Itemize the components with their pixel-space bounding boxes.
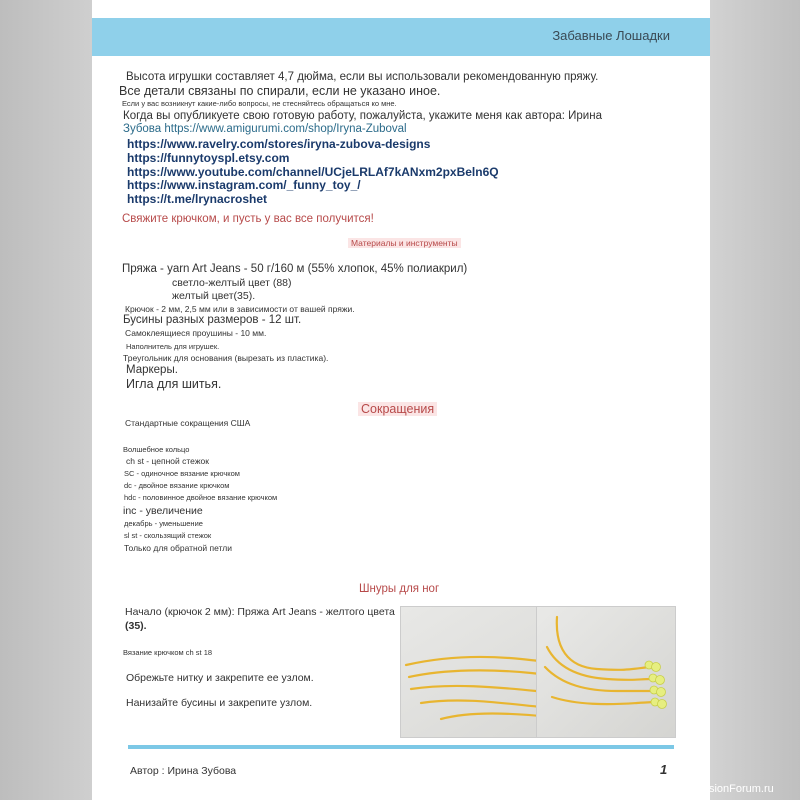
abbr-item: декабрь - уменьшение: [124, 519, 203, 528]
watermark: PassionForum.ru: [690, 783, 774, 795]
abbr-item: hdc - половинное двойное вязание крючком: [124, 493, 278, 502]
abbr-item: ch st - цепной стежок: [126, 456, 209, 466]
cords-cut: Обрежьте нитку и закрепите ее узлом.: [126, 672, 314, 684]
materials-markers: Маркеры.: [126, 364, 178, 376]
materials-heading: Материалы и инструменты: [348, 238, 461, 248]
materials-color-light: светло-желтый цвет (88): [172, 277, 292, 289]
intro-line-4: Когда вы опубликуете свою готовую работу, пожалуйста, укажите меня как автора: Ирина: [123, 110, 602, 122]
link-etsy[interactable]: https://funnytoyspl.etsy.com: [127, 151, 290, 165]
abbreviations-standard: Стандартные сокращения США: [125, 418, 251, 428]
header-title: Забавные Лошадки: [552, 28, 670, 43]
yarn-cords-beads-image: [537, 607, 676, 738]
cords-heading: Шнуры для ног: [359, 583, 440, 595]
footer-divider: [128, 745, 674, 749]
header-bar: [92, 18, 710, 56]
abbr-item: Волшебное кольцо: [123, 445, 190, 454]
materials-hook: Крючок - 2 мм, 2,5 мм или в зависимости от вашей пряжи.: [125, 304, 355, 314]
abbr-item: sl st - скользящий стежок: [124, 531, 212, 540]
materials-filler: Наполнитель для игрушек.: [126, 342, 220, 351]
background-left: [0, 0, 92, 800]
abbr-item: Только для обратной петли: [124, 543, 232, 553]
footer-page-number: 1: [660, 762, 668, 777]
intro-line-1: Высота игрушки составляет 4,7 дюйма, если вы использовали рекомендованную пряжу.: [126, 71, 599, 83]
cords-photo-2: [536, 606, 676, 738]
motto: Свяжите крючком, и пусть у вас все получится!: [122, 213, 374, 225]
cords-knit: Вязание крючком ch st 18: [123, 648, 213, 657]
materials-color-yellow: желтый цвет(35).: [172, 290, 256, 302]
materials-beads: Бусины разных размеров - 12 шт.: [123, 314, 302, 326]
abbr-item: inc - увеличение: [123, 505, 203, 517]
link-telegram[interactable]: https://t.me/lrynacroshet: [127, 192, 268, 206]
materials-loops: Самоклеящиеся проушины - 10 мм.: [125, 328, 267, 338]
cords-start-bold: (35).: [125, 620, 147, 632]
cords-beads: Нанизайте бусины и закрепите узлом.: [126, 697, 313, 709]
abbr-item: SC - одиночное вязание крючком: [124, 469, 240, 478]
link-youtube[interactable]: https://www.youtube.com/channel/UCjeLRLAf7kANxm2pxBeln6Q: [127, 165, 499, 179]
intro-line-2: Все детали связаны по спирали, если не указано иное.: [119, 84, 441, 98]
intro-line-3: Если у вас возникнут какие-либо вопросы, не стесняйтесь обращаться ко мне.: [122, 99, 397, 108]
abbreviations-heading: Сокращения: [358, 402, 437, 416]
background-right: [710, 0, 800, 800]
materials-needle: Игла для шитья.: [126, 377, 222, 391]
intro-line-5[interactable]: Зубова https://www.amigurumi.com/shop/Iryna-Zuboval: [123, 123, 407, 135]
link-ravelry[interactable]: https://www.ravelry.com/stores/iryna-zubova-designs: [127, 137, 431, 151]
abbr-item: dc - двойное вязание крючком: [124, 481, 230, 490]
footer-author: Автор : Ирина Зубова: [130, 765, 237, 777]
materials-yarn: Пряжа - yarn Art Jeans - 50 г/160 м (55% хлопок, 45% полиакрил): [122, 263, 468, 275]
link-instagram[interactable]: https://www.instagram.com/_funny_toy_/: [127, 178, 361, 192]
document-page: [92, 0, 710, 800]
cords-start: Начало (крючок 2 мм): Пряжа Art Jeans - желтого цвета: [125, 606, 395, 618]
materials-triangle: Треугольник для основания (вырезать из пластика).: [123, 353, 329, 363]
